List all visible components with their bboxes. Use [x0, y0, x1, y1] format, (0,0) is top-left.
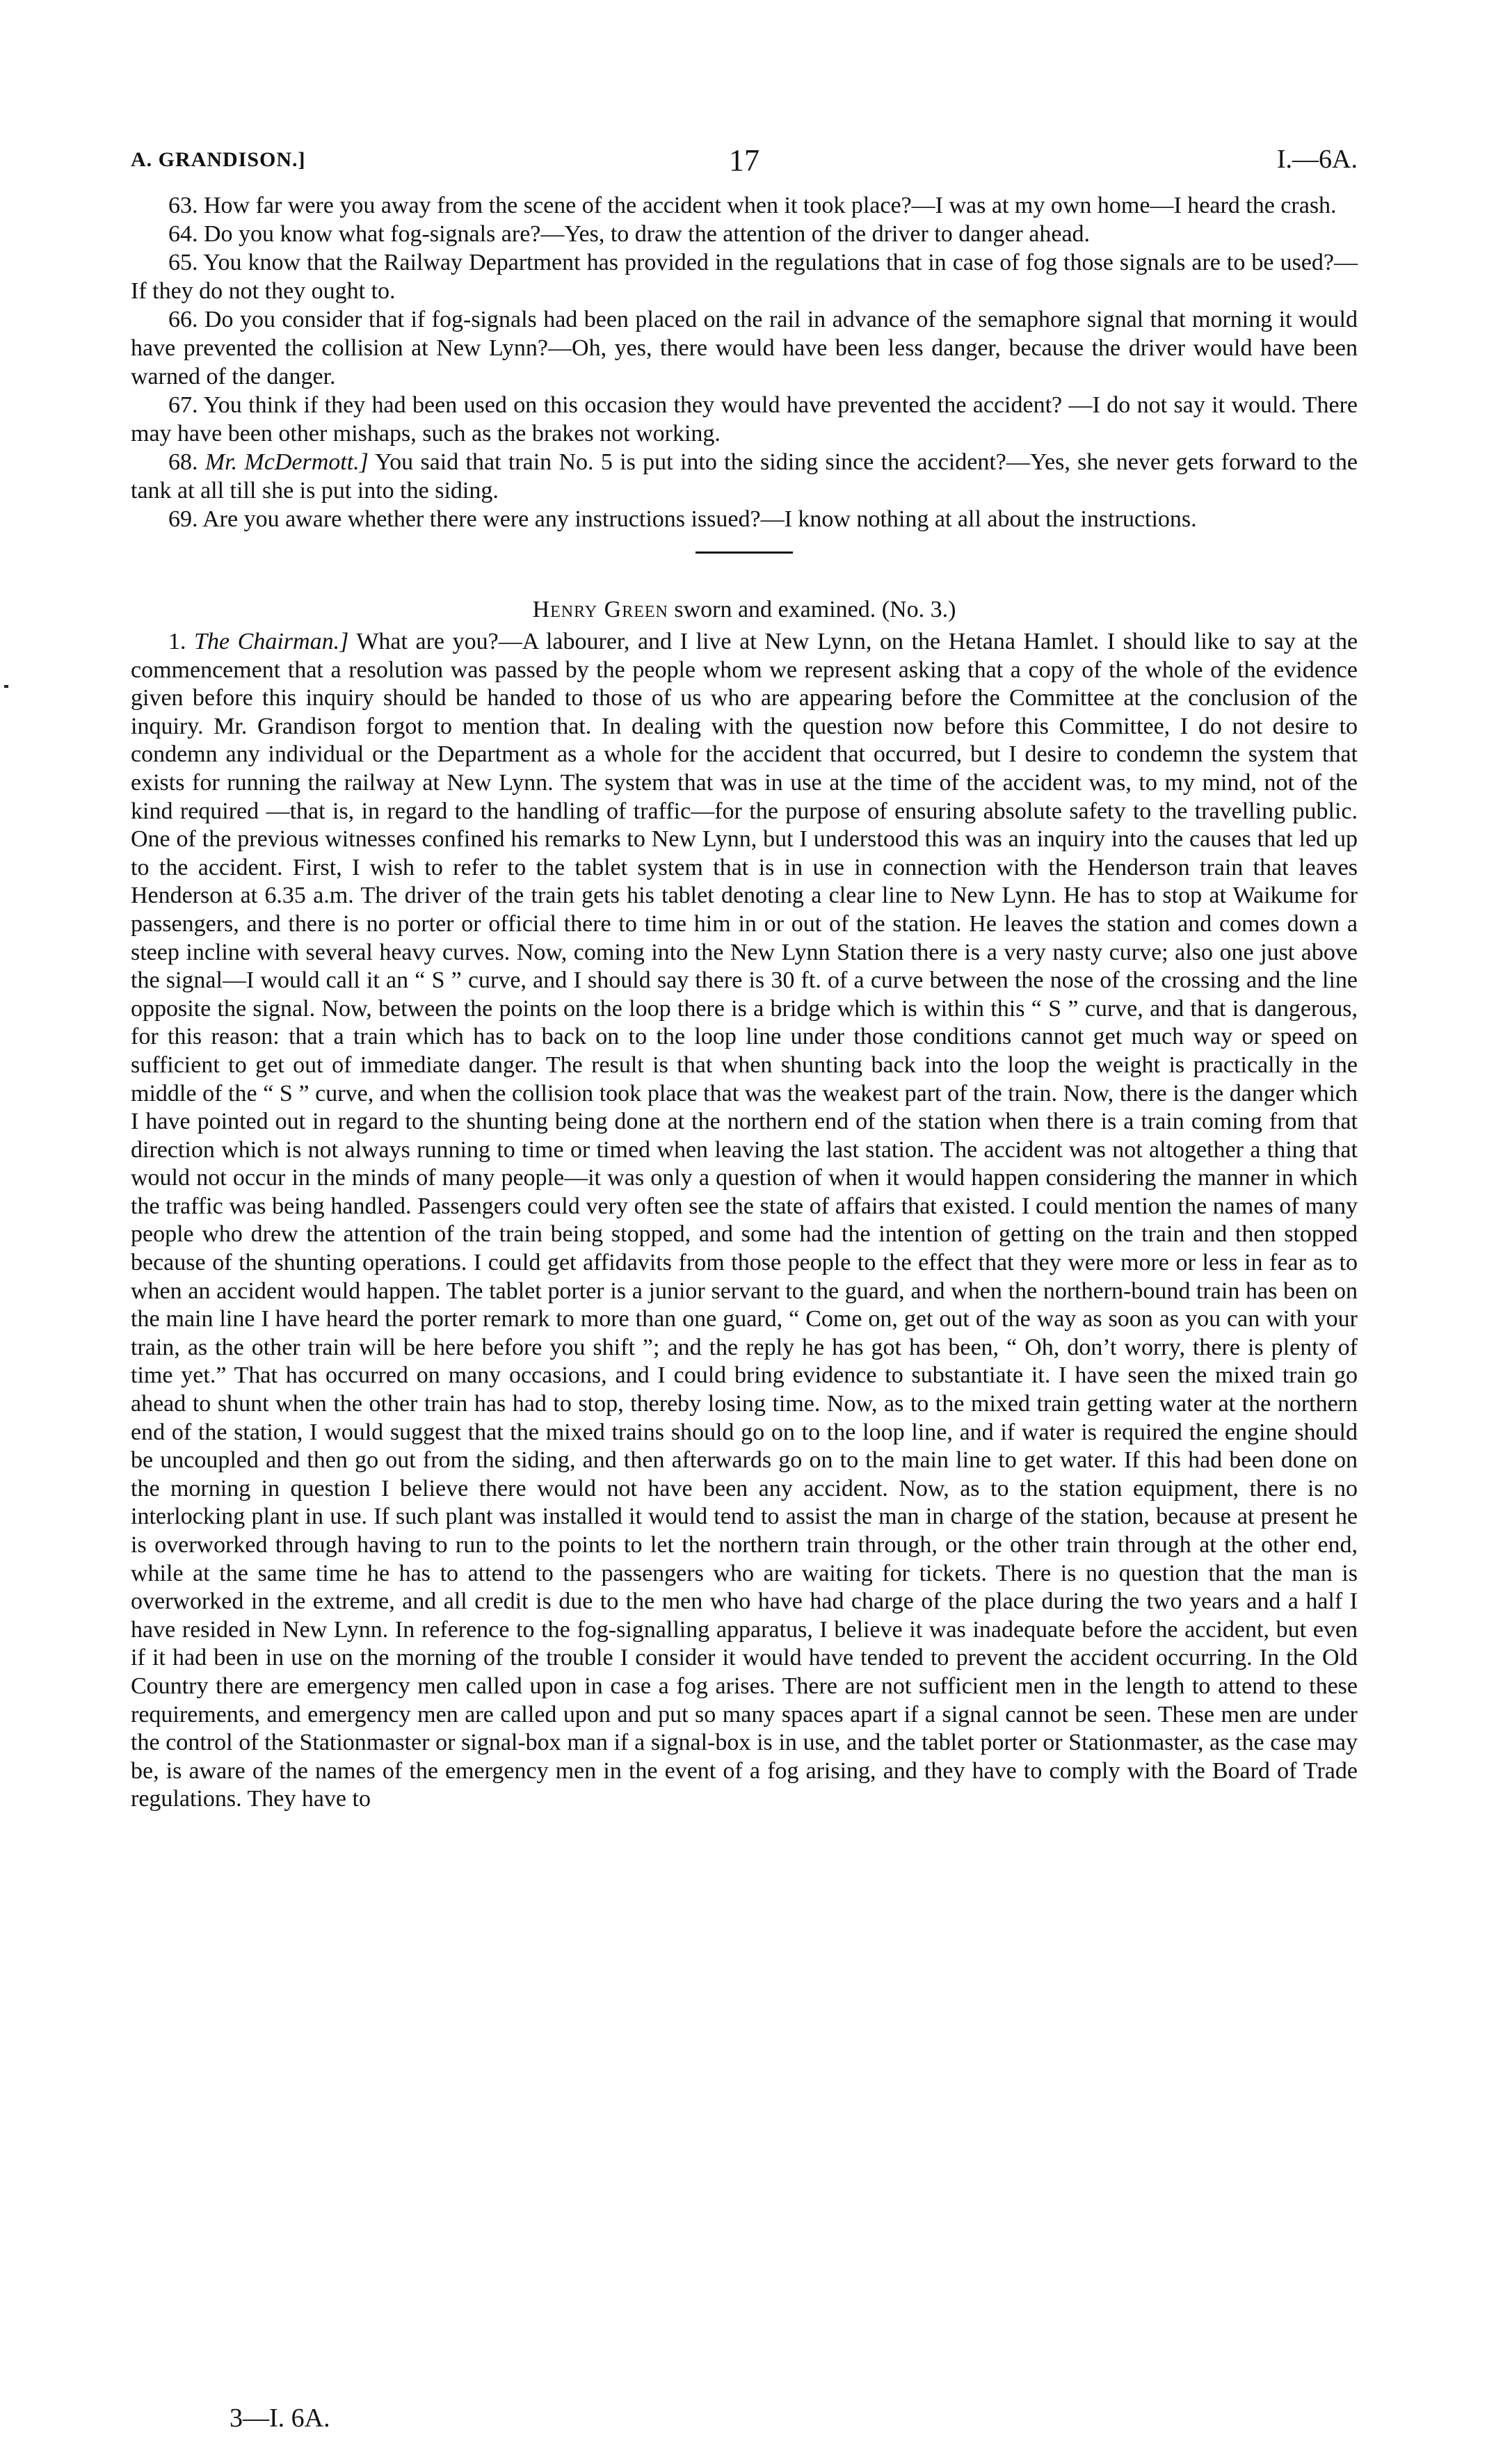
- qa-text: Do you consider that if fog-signals had been placed on the rail in advance of the semaphore signal that morning it would have prevented the collision at New Lynn?—Oh, yes, there would have been less danger, because the driver would have been warned of the danger.: [131, 307, 1358, 389]
- qa-paragraph: [131, 391, 1358, 448]
- qa-text: Do you know what fog-signals are?—Yes, to draw the attention of the driver to danger ahead.: [204, 221, 1091, 247]
- qa-paragraph: [131, 448, 1358, 505]
- scan-artifact: [4, 685, 8, 688]
- question-number: 67.: [168, 392, 198, 418]
- speaker-name: The Chairman.]: [194, 629, 349, 654]
- qa-paragraph: [131, 505, 1358, 533]
- question-number: 65.: [168, 250, 198, 275]
- witness-name: Henry Green: [532, 597, 668, 622]
- witness-heading: [131, 595, 1358, 624]
- witness-heading-rest: sworn and examined. (No. 3.): [674, 597, 956, 622]
- signature-mark: 3—I. 6A.: [230, 2403, 330, 2433]
- qa-text: You said that train No. 5 is put into the siding since the accident?—Yes, she never gets forward to the tank at all till she is put into the siding.: [131, 449, 1358, 504]
- question-number: 69.: [168, 506, 198, 532]
- question-number: 64.: [168, 221, 198, 247]
- document-reference: I.—6A.: [1276, 145, 1358, 174]
- question-number: 1.: [168, 629, 186, 654]
- qa-paragraph: [131, 191, 1358, 220]
- qa-text: Are you aware whether there were any instructions issued?—I know nothing at all about the instructions.: [202, 506, 1197, 532]
- section-divider: [696, 551, 793, 554]
- qa-paragraph: [131, 248, 1358, 305]
- question-number: 66.: [168, 307, 198, 332]
- statement-text: What are you?—A labourer, and I live at New Lynn, on the Hetana Hamlet. I should like to say at the commencement that a resolution was passed by the people whom we represent asking that a copy of the whole of the evidence given before this inquiry should be handed to those of us who are appearing before the Committee at the conclusion of the inquiry. Mr. Grandison forgot to mention that. In dealing with the question now before this Committee, I do not desire to condemn any individual or the Department as a whole for the accident that occurred, but I desire to condemn the system that exists for running the railway at New Lynn. The system that was in use at the time of the accident was, to my mind, not of the kind required —that is, in regard to the handling of traffic—for the purpose of ensuring absolute safety to the travelling public. One of the previous witnesses confined his remarks to New Lynn, but I understood this was an inquiry into the causes that led up to the accident. First, I wish to refer to the tablet system that is in use in connection with the Henderson train that leaves Henderson at 6.35 a.m. The driver of the train gets his tablet denoting a clear line to New Lynn. He has to stop at Waikume for passengers, and there is no porter or official there to time him in or out of the station. He leaves the station and comes down a steep incline with several heavy curves. Now, coming into the New Lynn Station there is a very nasty curve; also one just above the signal—I would call it an “ S ” curve, and I should say there is 30 ft. of a curve between the nose of the crossing and the line opposite the signal. Now, between the points on the loop there is a bridge which is within this “ S ” curve, and that is dangerous, for this reason: that a train which has to back on to the loop line under those conditions cannot get much way or speed on sufficient to get out of immediate danger. The result is that when shunting back into the loop the weight is practically in the middle of the “ S ” curve, and when the collision took place that was the weakest part of the train. Now, there is the danger which I have pointed out in regard to the shunting being done at the northern end of the station when there is a train coming from that direction which is not always running to time or timed when leaving the last station. The accident was not altogether a thing that would not occur in the minds of many people—it was only a question of when it would happen considering the manner in which the traffic was being handled. Passengers could very often see the state of affairs that existed. I could mention the names of many people who drew the attention of the train being stopped, and some had the intention of getting on the train and then stopped because of the shunting operations. I could get affidavits from those people to the effect that they were more or less in fear as to when an accident would happen. The tablet porter is a junior servant to the guard, and when the northern-bound train has been on the main line I have heard the porter remark to more than one guard, “ Come on, get out of the way as soon as you can with your train, as the other train will be here before you shift ”; and the reply he has got has been, “ Oh, don’t worry, there is plenty of time yet.” That has occurred on many occasions, and I could bring evidence to substantiate it. I have seen the mixed train go ahead to shunt when the other train has had to stop, thereby losing time. Now, as to the mixed train getting water at the northern end of the station, I would suggest that the mixed trains should go on to the loop line, and if water is required the engine should be uncoupled and then go out from the siding, and then afterwards go on to the main line to get water. If this had been done on the morning in question I believe there would not have been any accident. Now, as to the station equipment, there is no interlocking plant in use. If such plant was installed it would tend to assist the man in charge of the station, because at present he is overworked through having to run to the points to let the northern train through, or the other train through at the other end, while at the same time he has to attend to the passengers who are waiting for tickets. There is no question that the man is overworked in the extreme, and all credit is due to the men who have had charge of the place during the two years and a half I have resided in New Lynn. In reference to the fog-signalling apparatus, I believe it was inadequate before the accident, but even if it had been in use on the morning of the trouble I consider it would have tended to prevent the accident occurring. In the Old Country there are emergency men called upon in case a fog arises. There are not sufficient men in the length to attend to these requirements, and emergency men are called upon and put so many spaces apart if a signal cannot be seen. These men are under the control of the Stationmaster or signal-box man if a signal-box is in use, and the tablet porter or Stationmaster, as the case may be, is aware of the names of the emergency men in the event of a fog arising, and they have to comply with the Board of Trade regulations. They have to: [131, 629, 1358, 1812]
- qa-paragraph: [131, 220, 1358, 248]
- qa-text: You think if they had been used on this occasion they would have prevented the accident? —I do not say it would. There may have been other mishaps, such as the brakes not working.: [131, 392, 1358, 446]
- document-page: [131, 143, 1358, 1814]
- speaker-name: Mr. McDermott.]: [204, 449, 369, 475]
- question-number: 68.: [168, 449, 198, 475]
- question-number: 63.: [168, 193, 198, 218]
- page-number: 17: [729, 143, 759, 177]
- witness-statement: [131, 628, 1358, 1814]
- page-header: [131, 143, 1358, 191]
- qa-text: You know that the Railway Department has provided in the regulations that in case of fog those signals are to be used?—If they do not they ought to.: [131, 250, 1358, 304]
- qa-section: [131, 191, 1358, 533]
- qa-text: How far were you away from the scene of the accident when it took place?—I was at my own home—I heard the crash.: [204, 193, 1337, 218]
- qa-paragraph: [131, 305, 1358, 391]
- running-head-left: A. GRANDISON.]: [131, 148, 306, 171]
